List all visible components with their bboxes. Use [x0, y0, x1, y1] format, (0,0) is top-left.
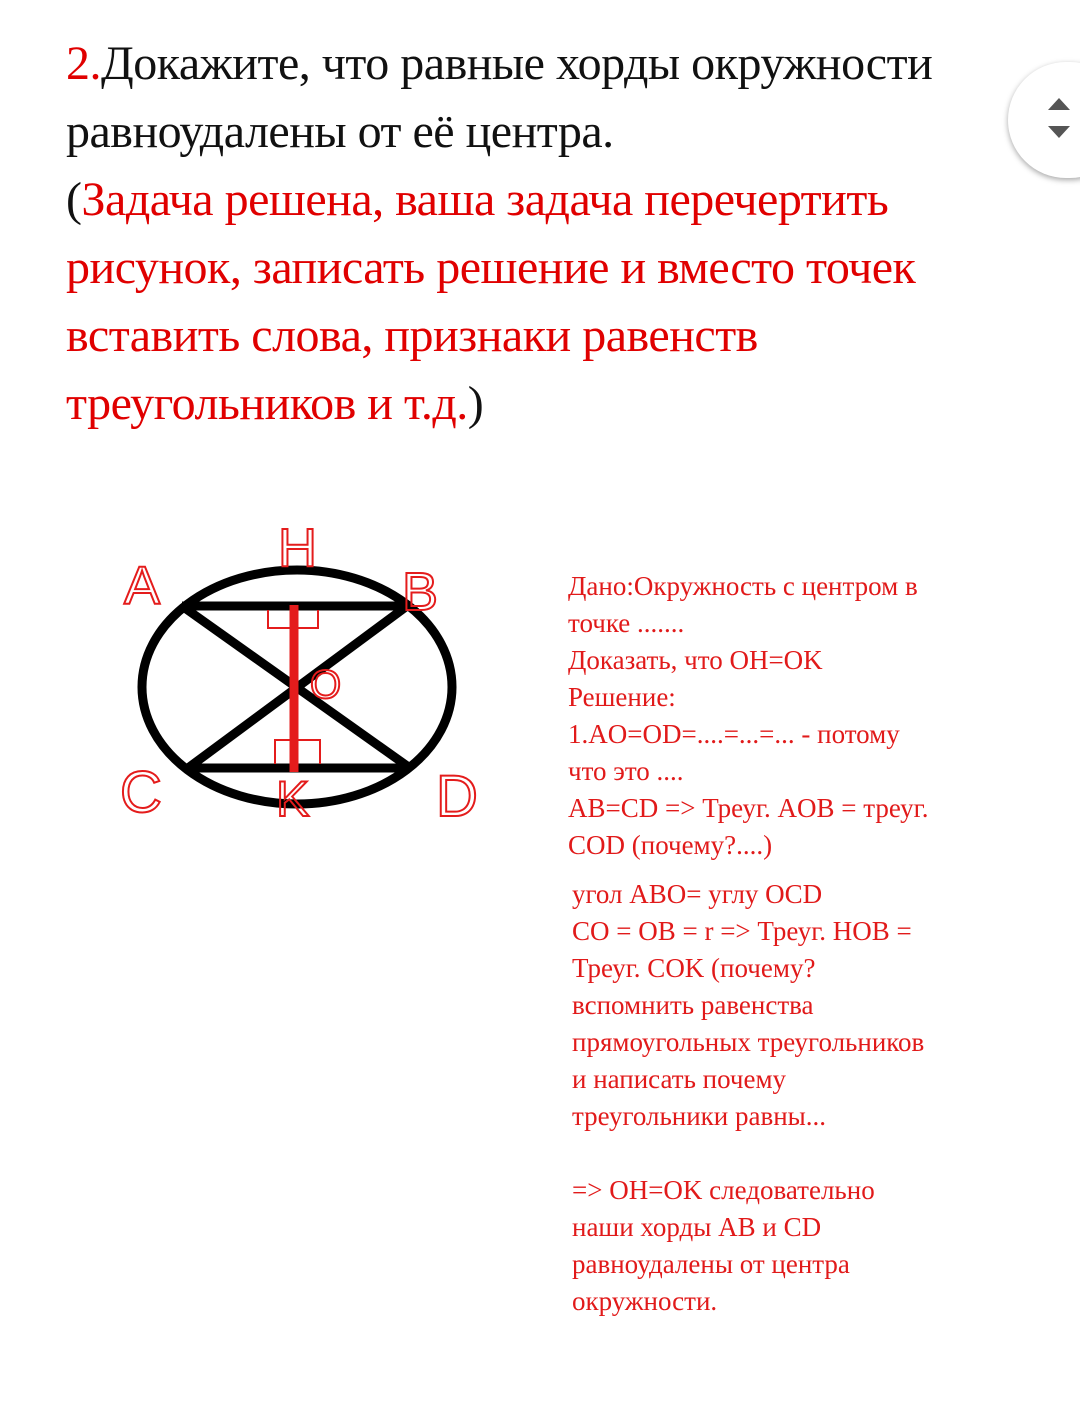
solution-line: Доказать, что OH=OK: [568, 645, 823, 675]
label-o: O: [310, 663, 342, 707]
label-b: B: [402, 562, 439, 622]
label-h: H: [278, 518, 317, 578]
task-statement: Докажите, что равные хорды окружности равноудалены от её центра.: [66, 37, 933, 158]
geometry-figure: [110, 510, 500, 830]
solution-line: => OH=OK следовательно: [572, 1175, 875, 1205]
solution-line: AB=CD => Треуг. AOB = треуг.: [568, 793, 929, 823]
solution-line: точке .......: [568, 608, 685, 638]
task-instruction: Задача решена, ваша задача перечертить рисунок, записать решение и вместо точек вставить слова, признаки равенств треугольников и т.д.: [66, 173, 916, 430]
solution-text: [568, 568, 1068, 1320]
task-number: 2.: [66, 37, 101, 90]
solution-block-conclusion: [572, 1172, 1068, 1320]
label-a: A: [124, 556, 161, 616]
solution-line: что это ....: [568, 756, 684, 786]
paren-close: ): [467, 377, 484, 430]
arrow-down-icon: [1048, 126, 1070, 138]
paren-open: (: [66, 173, 82, 226]
solution-line: треугольники равны...: [572, 1101, 827, 1131]
label-c: C: [120, 760, 162, 825]
solution-line: и написать почему: [572, 1064, 787, 1094]
solution-line: равноудалены от центра: [572, 1249, 850, 1279]
solution-line: угол ABO= углу OCD: [572, 879, 823, 909]
arrow-up-icon: [1048, 98, 1070, 110]
solution-line: наши хорды AB и CD: [572, 1212, 822, 1242]
solution-block-given: [568, 568, 1068, 864]
solution-line: Решение:: [568, 682, 676, 712]
task-text: [66, 30, 1016, 438]
solution-line: вспомнить равенства: [572, 990, 814, 1020]
label-d: D: [436, 764, 478, 829]
solution-line: окружности.: [572, 1286, 718, 1316]
scroll-button[interactable]: [1008, 62, 1080, 178]
solution-line: COD (почему?....): [568, 830, 773, 860]
solution-line: Дано:Окружность с центром в: [568, 571, 918, 601]
solution-block-proof: [572, 876, 1068, 1135]
solution-line: 1.AO=OD=....=...=... - потому: [568, 719, 900, 749]
label-k: K: [276, 771, 310, 827]
solution-line: прямоугольных треугольников: [572, 1027, 925, 1057]
solution-line: Треуг. COK (почему?: [572, 953, 816, 983]
solution-line: CO = OB = r => Треуг. HOB =: [572, 916, 912, 946]
